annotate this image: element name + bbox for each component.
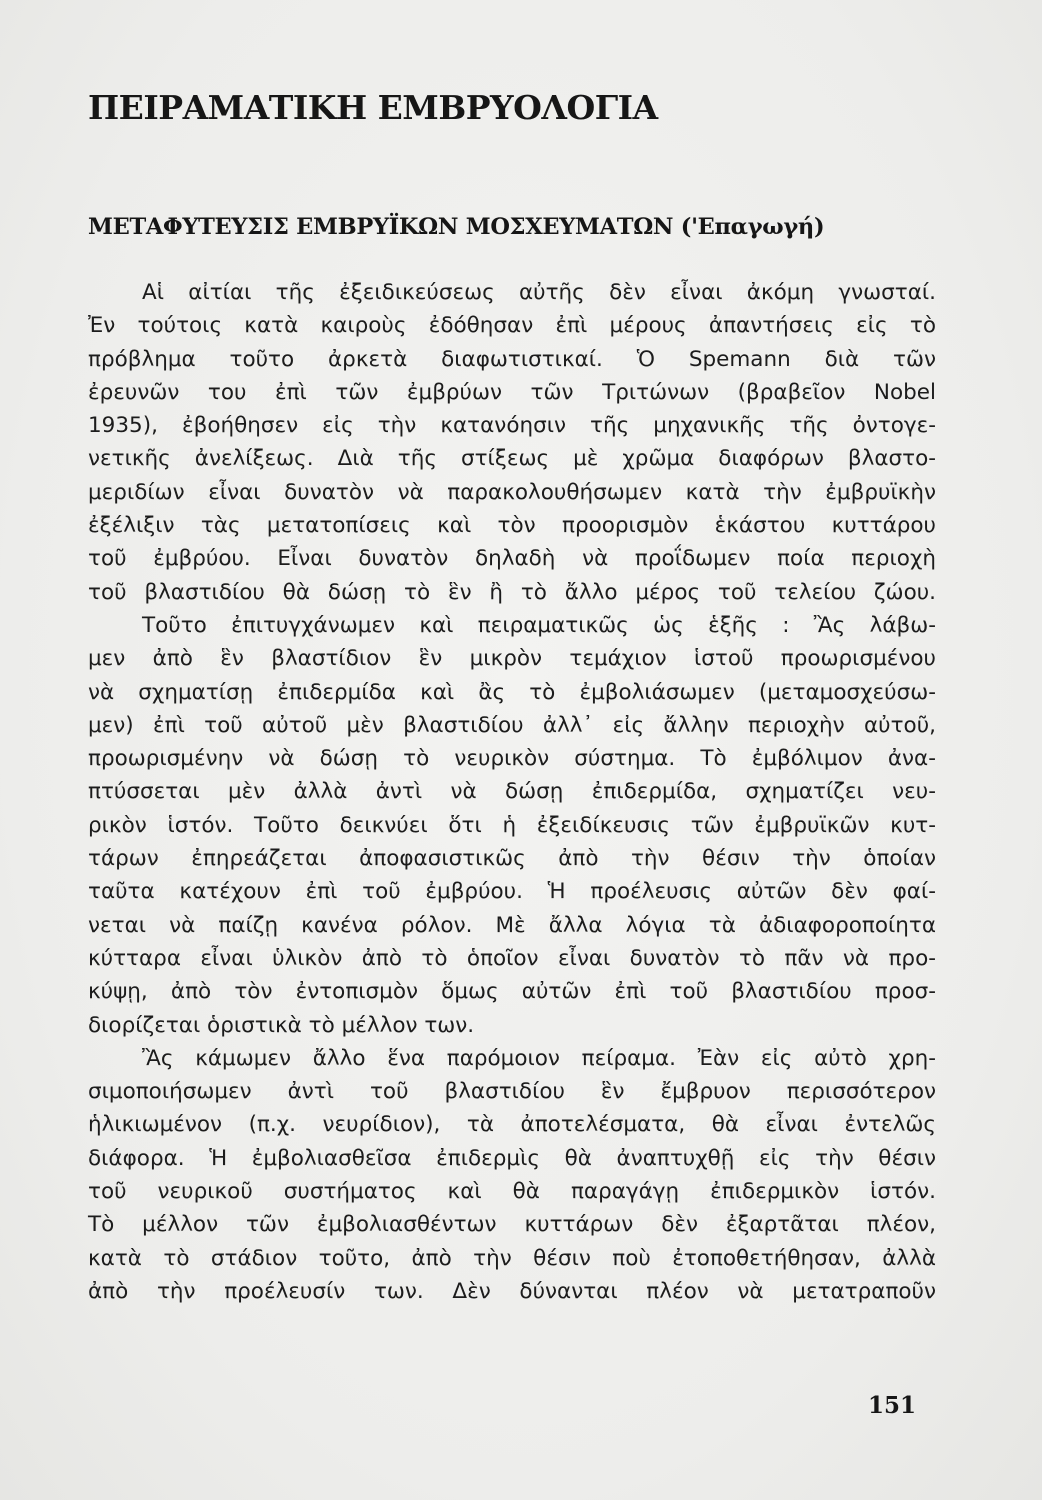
text-line: ἐξέλιξιν τὰς μετατοπίσεις καὶ τὸν προορισμὸν ἑκάστου κυττάρου [88, 513, 936, 539]
text-line: διορίζεται ὁριστικὰ τὸ μέλλον των. [88, 1012, 475, 1038]
text-line: νὰ σχηματίσῃ ἐπιδερμίδα καὶ ἂς τὸ ἐμβολιάσωμεν (μεταμοσχεύσω- [88, 679, 936, 705]
text-line: προωρισμένην νὰ δώσῃ τὸ νευρικὸν σύστημα. Τὸ ἐμβόλιμον ἀνα- [88, 746, 936, 772]
text-line: ταῦτα κατέχουν ἐπὶ τοῦ ἐμβρύου. Ἡ προέλευσις αὐτῶν δὲν φαί- [88, 879, 936, 905]
text-line: σιμοποιήσωμεν ἀντὶ τοῦ βλαστιδίου ἓν ἔμβρυον περισσότερον [88, 1079, 936, 1105]
text-line: ρικὸν ἱστόν. Τοῦτο δεικνύει ὅτι ἡ ἐξειδίκευσις τῶν ἐμβρυϊκῶν κυτ- [88, 812, 936, 838]
text-line: 1935), ἐβοήθησεν εἰς τὴν κατανόησιν τῆς μηχανικῆς τῆς ὀντογε- [88, 413, 936, 439]
text-line: πρόβλημα τοῦτο ἀρκετὰ διαφωτιστικαί. Ὁ Spemann διὰ τῶν [88, 346, 936, 372]
text-line: κατὰ τὸ στάδιον τοῦτο, ἀπὸ τὴν θέσιν ποὺ ἐτοποθετήθησαν, ἀλλὰ [88, 1245, 936, 1271]
text-line: ἀπὸ τὴν προέλευσίν των. Δὲν δύνανται πλέον νὰ μετατραποῦν [88, 1278, 936, 1304]
text-line: τάρων ἐπηρεάζεται ἀποφασιστικῶς ἀπὸ τὴν θέσιν τὴν ὁποίαν [88, 846, 936, 872]
text-line: Τοῦτο ἐπιτυγχάνωμεν καὶ πειραματικῶς ὡς ἑξῆς : Ἂς λάβω- [142, 612, 936, 638]
section-title: ΜΕΤΑΦΥΤΕΥΣΙΣ ΕΜΒΡΥΪΚΩΝ ΜΟΣΧΕΥΜΑΤΩΝ ('Επαγωγή) [88, 214, 825, 240]
text-line: πτύσσεται μὲν ἀλλὰ ἀντὶ νὰ δώσῃ ἐπιδερμίδα, σχηματίζει νευ- [88, 779, 936, 805]
text-line: κύψῃ, ἀπὸ τὸν ἐντοπισμὸν ὅμως αὐτῶν ἐπὶ τοῦ βλαστιδίου προσ- [88, 979, 936, 1005]
page-number: 151 [868, 1392, 917, 1419]
text-line: νετικῆς ἀνελίξεως. Διὰ τῆς στίξεως μὲ χρῶμα διαφόρων βλαστο- [88, 446, 936, 472]
text-line: τοῦ νευρικοῦ συστήματος καὶ θὰ παραγάγῃ ἐπιδερμικὸν ἱστόν. [88, 1179, 936, 1205]
text-line: Ἐν τούτοις κατὰ καιροὺς ἐδόθησαν ἐπὶ μέρους ἀπαντήσεις εἰς τὸ [88, 313, 936, 339]
body-text [88, 276, 936, 1308]
text-line: μεν) ἐπὶ τοῦ αὐτοῦ μὲν βλαστιδίου ἀλλ᾽ εἰς ἄλλην περιοχὴν αὐτοῦ, [88, 712, 936, 738]
text-line: ἡλικιωμένον (π.χ. νευρίδιον), τὰ ἀποτελέσματα, θὰ εἶναι ἐντελῶς [88, 1112, 936, 1138]
text-line: τοῦ ἐμβρύου. Εἶναι δυνατὸν δηλαδὴ νὰ προΐδωμεν ποία περιοχὴ [88, 546, 936, 572]
text-line: κύτταρα εἶναι ὑλικὸν ἀπὸ τὸ ὁποῖον εἶναι δυνατὸν τὸ πᾶν νὰ προ- [88, 945, 936, 971]
text-line: Τὸ μέλλον τῶν ἐμβολιασθέντων κυττάρων δὲν ἐξαρτᾶται πλέον, [88, 1212, 936, 1238]
text-line: νεται νὰ παίζῃ κανένα ρόλον. Μὲ ἄλλα λόγια τὰ ἀδιαφοροποίητα [88, 912, 936, 938]
text-line: Αἱ αἰτίαι τῆς ἐξειδικεύσεως αὐτῆς δὲν εἶναι ἀκόμη γνωσταί. [142, 280, 936, 305]
text-line: τοῦ βλαστιδίου θὰ δώσῃ τὸ ἓν ἢ τὸ ἄλλο μέρος τοῦ τελείου ζώου. [88, 579, 936, 605]
text-line: ἐρευνῶν του ἐπὶ τῶν ἐμβρύων τῶν Τριτώνων (βραβεῖον Nobel [88, 379, 936, 405]
text-line: Ἂς κάμωμεν ἄλλο ἕνα παρόμοιον πείραμα. Ἐὰν εἰς αὐτὸ χρη- [142, 1045, 936, 1071]
text-line: διάφορα. Ἡ ἐμβολιασθεῖσα ἐπιδερμὶς θὰ ἀναπτυχθῇ εἰς τὴν θέσιν [88, 1145, 936, 1171]
running-head: ΠΕΙΡΑΜΑΤΙΚΗ ΕΜΒΡΥΟΛΟΓΙΑ [88, 88, 658, 127]
text-line: μεριδίων εἶναι δυνατὸν νὰ παρακολουθήσωμεν κατὰ τὴν ἐμβρυϊκὴν [88, 479, 936, 505]
text-line: μεν ἀπὸ ἓν βλαστίδιον ἓν μικρὸν τεμάχιον ἱστοῦ προωρισμένου [88, 646, 936, 672]
